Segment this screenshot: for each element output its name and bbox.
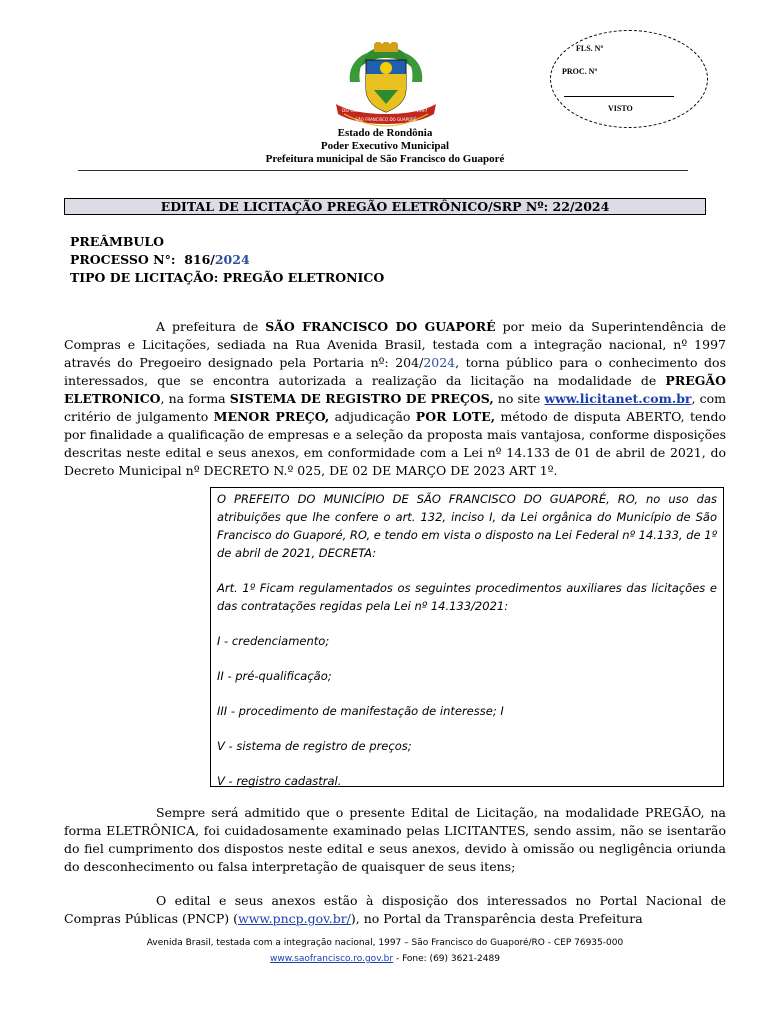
state-name: Estado de Rondônia [337,127,433,139]
p1-criterion: MENOR PREÇO, [213,409,330,424]
stamp-fls-label: FLS. Nº [576,44,604,53]
p3-text-b: ), no Portal da Transparência desta Prefeitura [350,911,643,926]
decree-article: Art. 1º Ficam regulamentados os seguintes procedimentos auxiliares das licitações e das contratações regidas pela Lei nº 14.133/2021: [217,581,717,613]
preamble-heading: PREÂMBULO [70,234,164,249]
availability-paragraph [64,892,726,928]
page-footer [0,935,770,967]
protocol-stamp [550,30,710,130]
p1-ordinance-year: 2024 [423,355,456,370]
process-year: 2024 [214,252,250,267]
stamp-oval [550,30,708,128]
p1-adjudication: POR LOTE, [415,409,496,424]
document-title: EDITAL DE LICITAÇÃO PREGÃO ELETRÔNICO/SRP Nº: 22/2024 [64,198,706,215]
municipal-coat-of-arms [330,42,442,128]
letterhead [0,127,770,166]
decree-item: III - procedimento de manifestação de interesse; I [217,704,504,718]
examination-paragraph [64,804,726,876]
preamble-block [70,233,384,287]
decree-item: I - credenciamento; [217,634,330,648]
decree-intro: O PREFEITO DO MUNICÍPIO DE SÃO FRANCISCO DO GUAPORÉ, RO, no uso das atribuições que lhe confere o art. 132, inciso I, da Lei orgânica do Município de São Francisco do Guaporé, RO, e tendo em vista o disposto na Lei Federal nº 14.133, de 1º de abril de 2021, DECRETA: [217,492,717,560]
p2-text: Sempre será admitido que o presente Edital de Licitação, na modalidade PREGÃO, na forma ELETRÔNICA, foi cuidadosamente examinado pelas LICITANTES, sendo assim, não se isentarão do fiel cumprimento dos dispostos neste edital e seus anexos, devido à omissão ou negligência oriunda do desconhecimento ou falsa interpretação de quaisquer de seus itens; [64,805,726,874]
prefecture-name: Prefeitura municipal de São Francisco do Guaporé [265,153,505,165]
bidding-type: TIPO DE LICITAÇÃO: PREGÃO ELETRONICO [70,270,385,285]
p1-text-a: A prefeitura de [156,319,266,334]
decree-box [210,487,724,787]
header-divider [78,170,688,171]
licitanet-link[interactable]: www.licitanet.com.br [544,391,692,406]
footer-phone: - Fone: (69) 3621-2489 [393,954,500,964]
p1-text-g: , na forma [160,391,230,406]
crest-banner-left: DO GUAPORÉ [342,109,373,114]
p1-text-o: método de disputa ABERTO, tendo por finalidade a qualificação de empresas e a seleção da proposta mais vantajosa, conforme disposições descritas neste edital e seus anexos, em conformidade com a Lei nº 14.133 de 01 de abril de 2021, do Decreto Municipal nº DECRETO N.º 025, DE 02 DE MARÇO DE 2023 ART 1º. [64,409,726,478]
intro-paragraph [64,318,726,480]
footer-address: Avenida Brasil, testada com a integração nacional, 1997 – São Francisco do Guaporé/RO - CEP 76935-000 [146,938,624,948]
p1-text-c: por meio da Superintendência de Compras e Licitações, sediada na Rua Avenida Brasil, testada com a integração nacional, nº 1997 através do Pregoeiro designado pela Portaria nº: 204/ [64,319,727,370]
stamp-visto-label: VISTO [608,104,633,113]
crest-banner-bottom: SÃO FRANCISCO DO GUAPORÉ [355,117,417,122]
stamp-signature-line [564,96,674,97]
footer-contact [0,951,770,967]
p1-system: SISTEMA DE REGISTRO DE PREÇOS, [229,391,494,406]
p1-municipality: SÃO FRANCISCO DO GUAPORÉ [265,319,496,334]
p1-text-m: adjudicação [329,409,416,424]
stamp-proc-label: PROC. Nº [562,67,598,76]
p1-text-k: , com critério de julgamento [64,391,726,424]
decree-item: V - sistema de registro de preços; [217,739,412,753]
p1-text-e: , torna público para o conhecimento dos interessados, que se encontra autorizada a realização da licitação na modalidade de [64,355,726,388]
pncp-link[interactable]: www.pncp.gov.br/ [238,911,351,926]
p3-text-a: O edital e seus anexos estão à disposição dos interessados no Portal Nacional de Compras Públicas (PNCP) ( [64,893,726,926]
crest-banner-right: 1997 [416,109,428,114]
footer-website-link[interactable]: www.saofrancisco.ro.gov.br [270,954,394,964]
executive-power: Poder Executivo Municipal [320,140,450,152]
decree-item: V - registro cadastral. [217,774,342,788]
process-line [70,251,384,269]
process-number: 816/ [184,252,215,267]
decree-item: II - pré-qualificação; [217,669,332,683]
p1-modality: PREGÃO ELETRONICO [64,373,726,406]
process-label: PROCESSO N°: [70,252,176,267]
p1-text-i: no site [493,391,545,406]
